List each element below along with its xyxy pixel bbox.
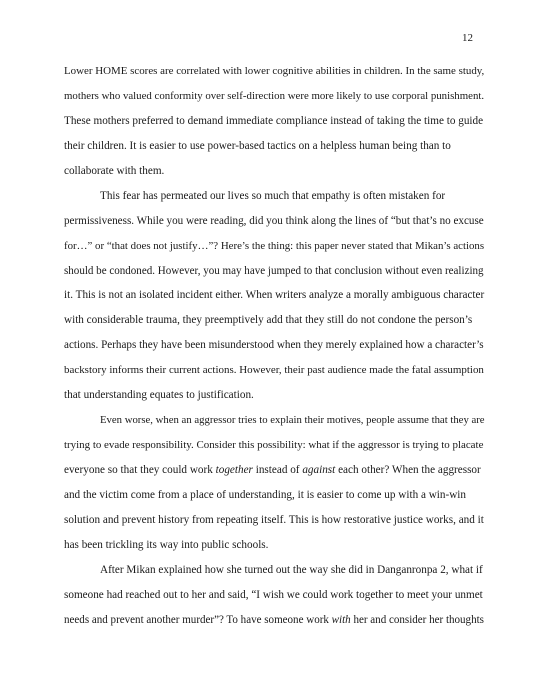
italic-text: together	[215, 464, 253, 476]
text-line	[64, 538, 484, 552]
text-segment: her and consider her thoughts	[350, 613, 484, 626]
italic-text: with	[331, 613, 351, 626]
text-segment: their children. It is easier to use power-based tactics on a helpless human being than to	[64, 139, 451, 152]
text-line	[64, 239, 484, 253]
text-segment: for…” or “that does not justify…”? Here’s the thing: this paper never stated that Mikan’s actions	[64, 239, 485, 252]
text-line	[64, 114, 484, 128]
text-line	[64, 164, 484, 178]
italic-text: against	[302, 464, 336, 476]
text-segment: and the victim come from a place of understanding, it is easier to come up with a win-win	[64, 488, 467, 501]
text-line	[64, 363, 484, 377]
text-line	[64, 89, 484, 103]
text-line	[64, 214, 484, 228]
text-segment: everyone so that they could work	[64, 464, 216, 476]
text-segment: that understanding equates to justification.	[64, 389, 254, 402]
text-line	[64, 488, 484, 502]
text-segment: needs and prevent another murder”? To have someone work	[64, 613, 332, 626]
text-segment: someone had reached out to her and said, “I wish we could work together to meet your unmet	[64, 588, 483, 601]
text-line	[64, 613, 484, 627]
text-line	[64, 513, 484, 527]
text-line	[64, 189, 484, 203]
text-segment: instead of	[252, 464, 303, 476]
text-line	[64, 463, 484, 477]
text-line	[64, 563, 484, 577]
text-segment: trying to evade responsibility. Consider this possibility: what if the aggressor is trying to placate	[64, 439, 484, 452]
text-line	[64, 288, 484, 302]
text-segment: These mothers preferred to demand immediate compliance instead of taking the time to guide	[64, 114, 484, 127]
text-line	[64, 388, 484, 402]
text-line	[64, 438, 484, 452]
text-line	[64, 64, 484, 78]
page-number: 12	[462, 32, 473, 44]
text-segment: it. This is not an isolated incident either. When writers analyze a morally ambiguous character	[64, 289, 485, 302]
text-segment: This fear has permeated our lives so much that empathy is often mistaken for	[100, 189, 446, 202]
text-line	[64, 588, 484, 602]
text-segment: backstory informs their current actions. However, their past audience made the fatal assumption	[64, 364, 484, 377]
text-segment: should be condoned. However, you may have jumped to that conclusion without even realizing	[64, 264, 484, 277]
text-segment: with considerable trauma, they preemptively add that they still do not condone the person’s	[64, 314, 473, 327]
text-segment: actions. Perhaps they have been misunderstood when they merely explained how a character’s	[64, 339, 484, 352]
text-segment: has been trickling its way into public schools.	[64, 538, 269, 551]
text-segment: solution and prevent history from repeating itself. This is how restorative justice works, and it	[64, 513, 484, 526]
text-segment: Even worse, when an aggressor tries to explain their motives, people assume that they are	[100, 414, 485, 427]
text-line	[64, 264, 484, 278]
text-line	[64, 313, 484, 327]
text-segment: collaborate with them.	[64, 164, 165, 177]
text-line	[64, 338, 484, 352]
text-line	[64, 139, 484, 153]
text-segment: each other? When the aggressor	[335, 464, 481, 476]
text-segment: Lower HOME scores are correlated with lower cognitive abilities in children. In the same study,	[64, 65, 485, 77]
text-segment: mothers who valued conformity over self-direction were more likely to use corporal punishment.	[64, 89, 485, 102]
body-text	[64, 64, 484, 638]
text-segment: After Mikan explained how she turned out the way she did in Danganronpa 2, what if	[100, 563, 483, 576]
text-segment: permissiveness. While you were reading, did you think along the lines of “but that’s no excuse	[64, 214, 484, 227]
text-line	[64, 413, 484, 427]
